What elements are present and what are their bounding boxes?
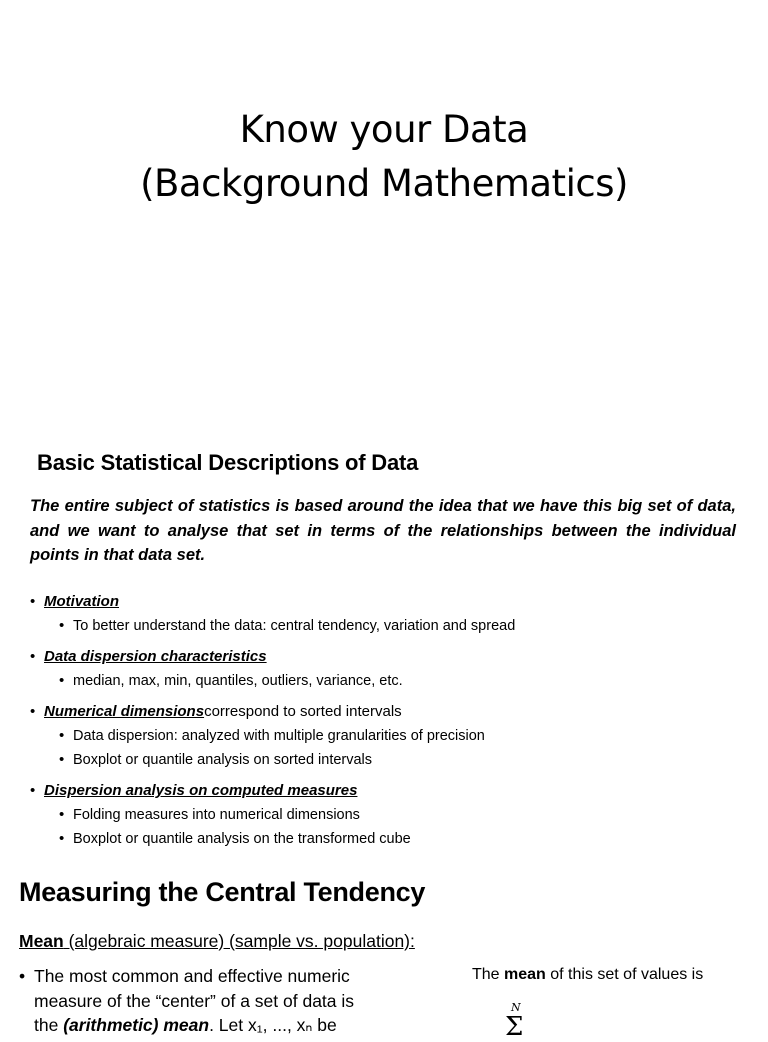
sub-bullet-text: Boxplot or quantile analysis on the transformed cube bbox=[73, 831, 411, 847]
sub-bullet-text: Folding measures into numerical dimensions bbox=[73, 807, 360, 823]
central-tendency-slide bbox=[0, 855, 768, 1042]
bullet-label: Dispersion analysis on computed measures bbox=[44, 782, 358, 799]
mean-subheading-rest: (algebraic measure) (sample vs. population): bbox=[63, 931, 415, 951]
mean-caption-pre: The bbox=[472, 966, 505, 983]
mean-caption-bold: mean bbox=[504, 966, 546, 983]
bullet-item bbox=[30, 645, 750, 669]
mean-subheading bbox=[19, 931, 415, 952]
mean-formula-caption bbox=[472, 966, 703, 984]
bullet-dot-icon: • bbox=[59, 727, 65, 744]
mean-definition-line-3-start: the bbox=[34, 1015, 64, 1035]
bullet-dot-icon: • bbox=[59, 830, 65, 847]
summation-icon: Σ bbox=[505, 1012, 524, 1042]
sub-bullet-text: Data dispersion: analyzed with multiple granularities of precision bbox=[73, 728, 485, 744]
bullet-group-numerical-dimensions bbox=[30, 700, 750, 772]
mean-definition-line-3-end: . Let x₁, ..., xₙ be bbox=[209, 1015, 337, 1035]
mean-definition-paragraph bbox=[19, 964, 437, 1038]
bullet-dot-icon: • bbox=[59, 806, 65, 823]
mean-definition-line-2: measure of the “center” of a set of data is bbox=[34, 990, 355, 1011]
arithmetic-mean-term: (arithmetic) mean bbox=[63, 1015, 210, 1035]
sub-bullet-item bbox=[30, 669, 750, 693]
sub-bullet-text: Boxplot or quantile analysis on sorted intervals bbox=[73, 752, 373, 768]
bullet-group-dispersion bbox=[30, 645, 750, 693]
sub-bullet-item bbox=[30, 614, 750, 638]
bullet-group-dispersion-analysis bbox=[30, 779, 750, 851]
bullet-group-motivation bbox=[30, 590, 750, 638]
mean-definition-line-1: The most common and effective numeric bbox=[34, 966, 350, 986]
bullet-item bbox=[30, 590, 750, 614]
summation-upper-limit: N bbox=[511, 1001, 521, 1014]
title-slide bbox=[0, 0, 768, 425]
bullet-label: Motivation bbox=[44, 593, 119, 610]
bullet-dot-icon: • bbox=[30, 593, 36, 610]
bullet-item bbox=[30, 779, 750, 803]
slide-title-line-2: (Background Mathematics) bbox=[140, 162, 628, 205]
mean-caption-post: of this set of values is bbox=[545, 966, 704, 983]
bullet-dot-icon: • bbox=[59, 751, 65, 768]
statistics-intro-paragraph: The entire subject of statistics is based around the idea that we have this big set of data, and we want to analyse that set in terms of the relationships between the individual points in that data set. bbox=[30, 497, 736, 564]
slide-title-line-1: Know your Data bbox=[239, 108, 529, 151]
mean-definition-line-3 bbox=[19, 1013, 437, 1038]
sub-bullet-item bbox=[30, 724, 750, 748]
bullet-dot-icon: • bbox=[30, 648, 36, 665]
basic-statistics-slide bbox=[0, 425, 768, 855]
central-tendency-heading: Measuring the Central Tendency bbox=[19, 877, 426, 907]
bullet-label: Data dispersion characteristics bbox=[44, 648, 267, 665]
mean-word: Mean bbox=[19, 931, 64, 951]
sub-bullet-text: median, max, min, quantiles, outliers, variance, etc. bbox=[73, 673, 403, 689]
bullet-dot-icon: • bbox=[59, 672, 65, 689]
bullet-list bbox=[30, 590, 750, 858]
bullet-dot-icon: • bbox=[30, 703, 36, 720]
bullet-dot-icon: • bbox=[30, 782, 36, 799]
sub-bullet-item bbox=[30, 827, 750, 851]
bullet-label: Numerical dimensions bbox=[44, 703, 205, 720]
bullet-dot-icon: • bbox=[59, 617, 65, 634]
bullet-item bbox=[30, 700, 750, 724]
bullet-dot-icon: • bbox=[19, 966, 26, 986]
sub-bullet-item bbox=[30, 748, 750, 772]
sub-bullet-item bbox=[30, 803, 750, 827]
sub-bullet-text: To better understand the data: central tendency, variation and spread bbox=[73, 618, 516, 634]
bullet-rest-text: correspond to sorted intervals bbox=[204, 703, 402, 720]
basic-statistics-heading: Basic Statistical Descriptions of Data bbox=[37, 450, 419, 475]
